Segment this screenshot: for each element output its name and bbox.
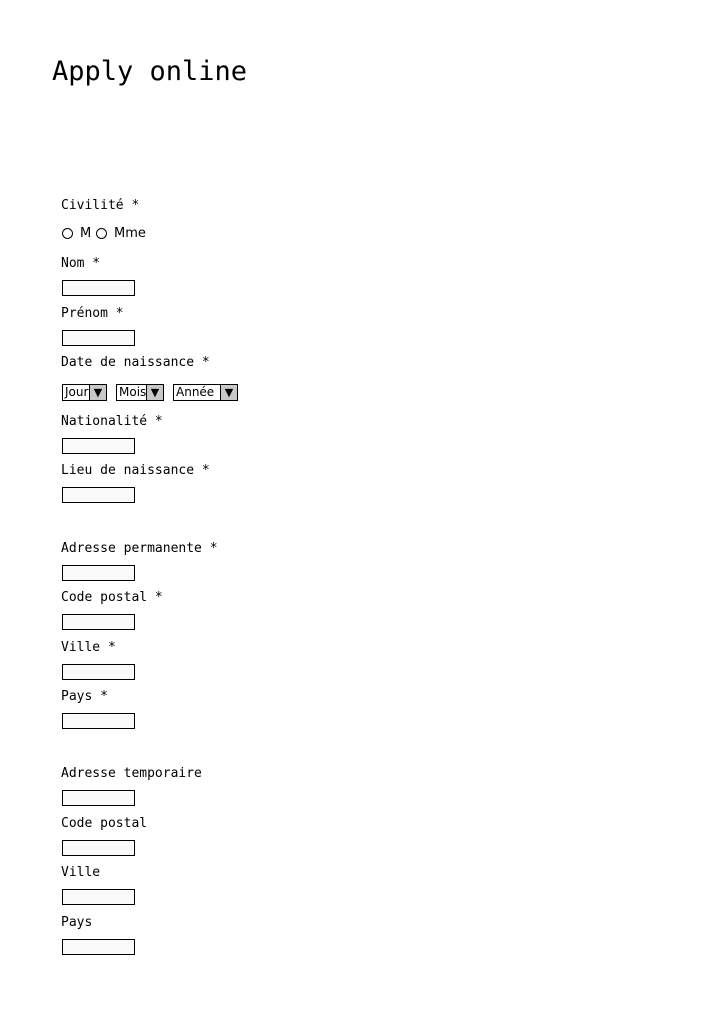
month-select-value: Mois [119,385,147,399]
prenom-label: Prénom * [61,306,124,321]
pays-temporaire-input[interactable] [62,939,135,955]
ville-permanente-input[interactable] [62,664,135,680]
adresse-permanente-label: Adresse permanente * [61,541,218,556]
day-select-value: Jour [65,385,89,399]
year-select-value: Année [176,385,215,399]
ville-temporaire-input[interactable] [62,889,135,905]
prenom-input[interactable] [62,330,135,346]
lieu-naissance-input[interactable] [62,487,135,503]
nom-input[interactable] [62,280,135,296]
civilite-mme-label[interactable]: Mme [114,226,146,241]
code-postal-temporaire-label: Code postal [61,816,148,831]
chevron-down-icon: ▼ [89,385,106,400]
ville-temporaire-label: Ville [61,865,101,880]
civilite-m-radio[interactable] [62,228,73,239]
page-title: Apply online [52,56,248,87]
civilite-label: Civilité * [61,198,140,213]
civilite-m-label[interactable]: M [80,226,92,241]
lieu-naissance-label: Lieu de naissance * [61,463,210,478]
year-select[interactable] [173,384,238,401]
code-postal-temporaire-input[interactable] [62,840,135,856]
adresse-permanente-input[interactable] [62,565,135,581]
code-postal-permanent-label: Code postal * [61,590,163,605]
chevron-down-icon: ▼ [146,385,163,400]
civilite-mme-radio[interactable] [96,228,107,239]
nationalite-label: Nationalité * [61,414,163,429]
adresse-temporaire-label: Adresse temporaire [61,766,202,781]
nationalite-input[interactable] [62,438,135,454]
date-naissance-label: Date de naissance * [61,355,210,370]
adresse-temporaire-input[interactable] [62,790,135,806]
month-select[interactable] [116,384,164,401]
chevron-down-icon: ▼ [220,385,237,400]
nom-label: Nom * [61,256,101,271]
pays-permanent-input[interactable] [62,713,135,729]
pays-permanent-label: Pays * [61,689,108,704]
code-postal-permanent-input[interactable] [62,614,135,630]
pays-temporaire-label: Pays [61,915,93,930]
day-select[interactable] [62,384,107,401]
ville-permanente-label: Ville * [61,640,116,655]
